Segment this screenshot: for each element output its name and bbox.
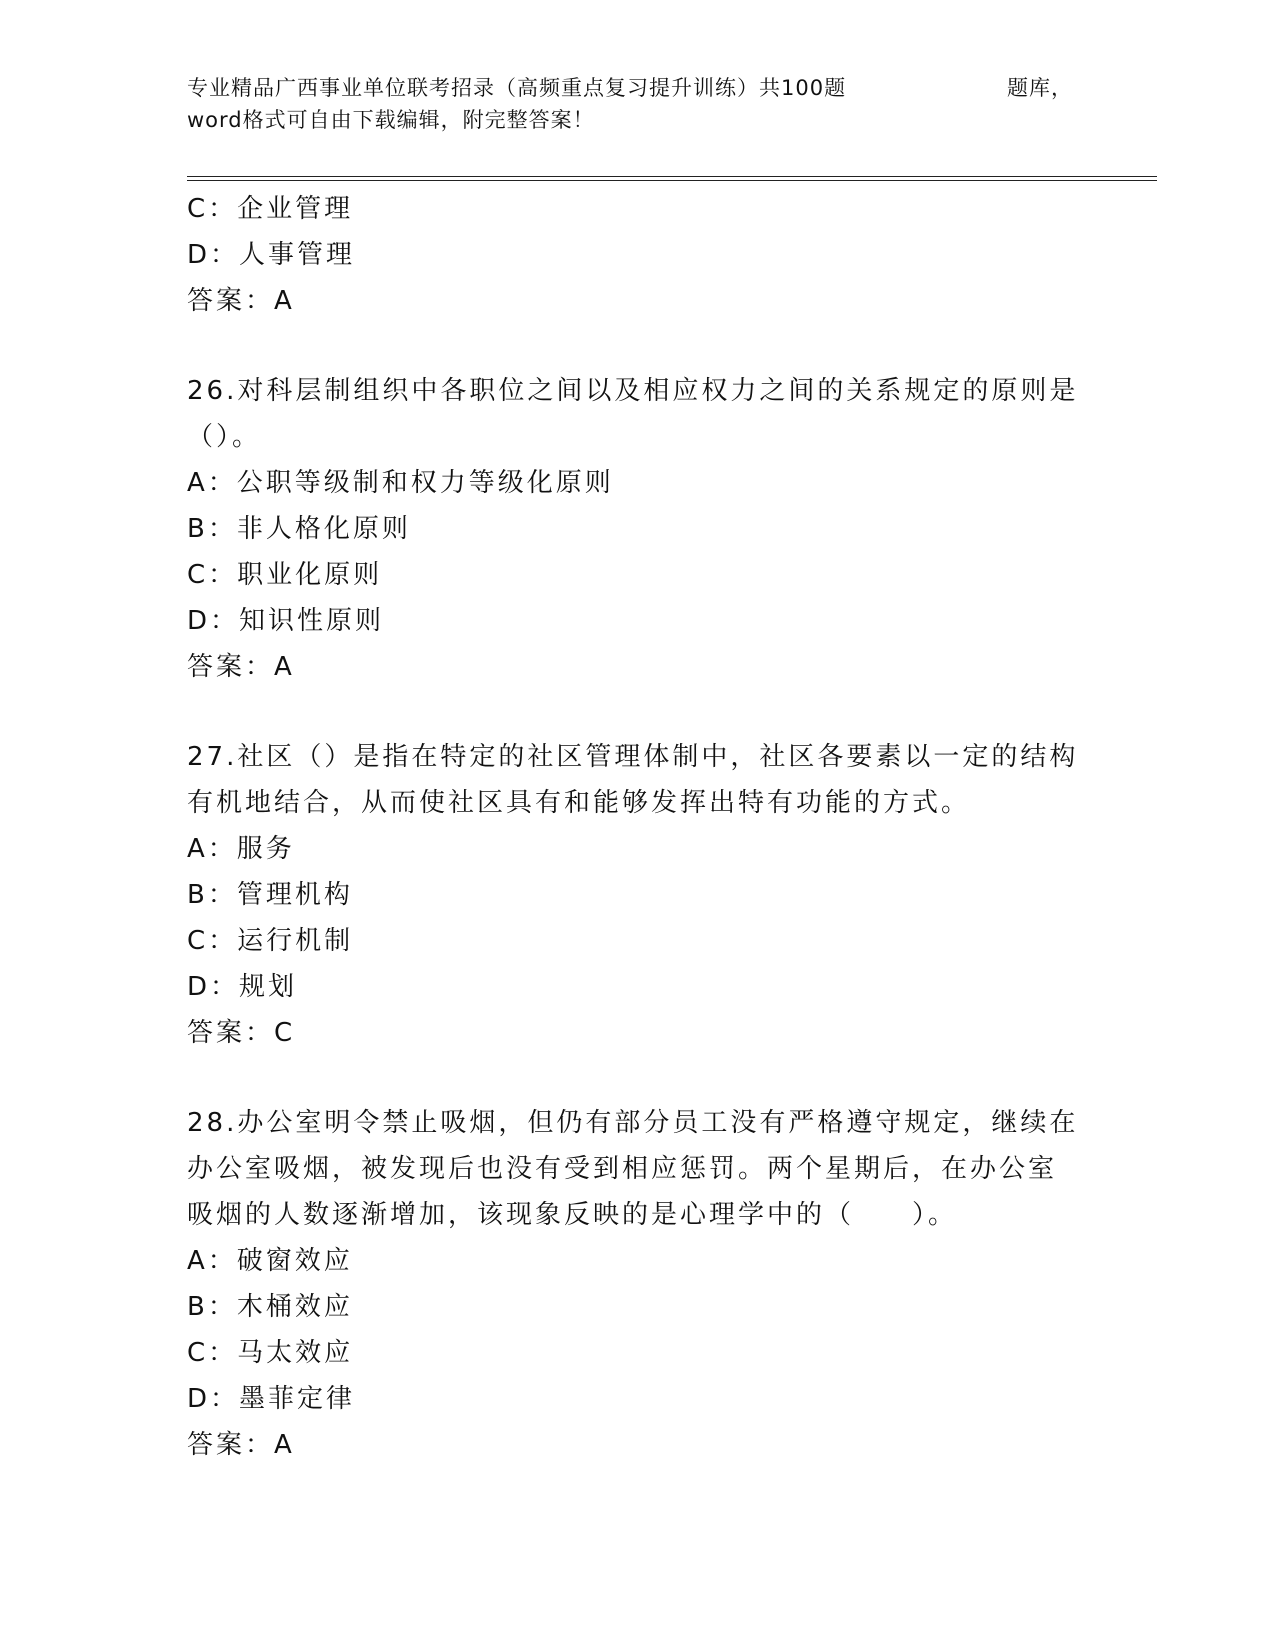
answer: 答案：C — [187, 1018, 296, 1048]
header-title-suffix: 题库， — [1007, 76, 1073, 100]
question-text: 有机地结合，从而使社区具有和能够发挥出特有功能的方式。 — [187, 788, 971, 818]
question-text: 26.对科层制组织中各职位之间以及相应权力之间的关系规定的原则是 — [187, 376, 1079, 406]
option: B：非人格化原则 — [187, 514, 411, 544]
option: A：破窗效应 — [187, 1246, 353, 1276]
prev-question — [187, 186, 1087, 324]
page-header — [187, 72, 1087, 136]
header-title: 专业精品广西事业单位联考招录（高频重点复习提升训练）共100题 — [187, 76, 847, 100]
question-list — [187, 186, 1087, 1468]
option: A：服务 — [187, 834, 295, 864]
question-27 — [187, 734, 1087, 1056]
option: C：运行机制 — [187, 926, 354, 956]
answer: 答案：A — [187, 652, 295, 682]
option: B：木桶效应 — [187, 1292, 353, 1322]
question-text: 27.社区（）是指在特定的社区管理体制中，社区各要素以一定的结构 — [187, 742, 1079, 772]
option: D：规划 — [187, 972, 298, 1002]
question-text: 28.办公室明令禁止吸烟，但仍有部分员工没有严格遵守规定，继续在 — [187, 1108, 1079, 1138]
option: C：企业管理 — [187, 194, 354, 224]
option: B：管理机构 — [187, 880, 353, 910]
question-text: 吸烟的人数逐渐增加，该现象反映的是心理学中的（ ）。 — [187, 1200, 958, 1230]
option: D：人事管理 — [187, 240, 356, 270]
question-28 — [187, 1100, 1087, 1468]
question-26 — [187, 368, 1087, 690]
answer: 答案：A — [187, 1430, 295, 1460]
question-text: 办公室吸烟，被发现后也没有受到相应惩罚。两个星期后，在办公室 — [187, 1154, 1058, 1184]
option: C：马太效应 — [187, 1338, 354, 1368]
option: D：墨菲定律 — [187, 1384, 356, 1414]
question-text: （）。 — [187, 422, 262, 452]
option: C：职业化原则 — [187, 560, 383, 590]
header-subtitle: word格式可自由下载编辑，附完整答案！ — [187, 108, 595, 132]
answer: 答案：A — [187, 286, 295, 316]
option: D：知识性原则 — [187, 606, 385, 636]
option: A：公职等级制和权力等级化原则 — [187, 468, 614, 498]
header-divider — [187, 176, 1157, 181]
header-line-1 — [187, 72, 1087, 104]
